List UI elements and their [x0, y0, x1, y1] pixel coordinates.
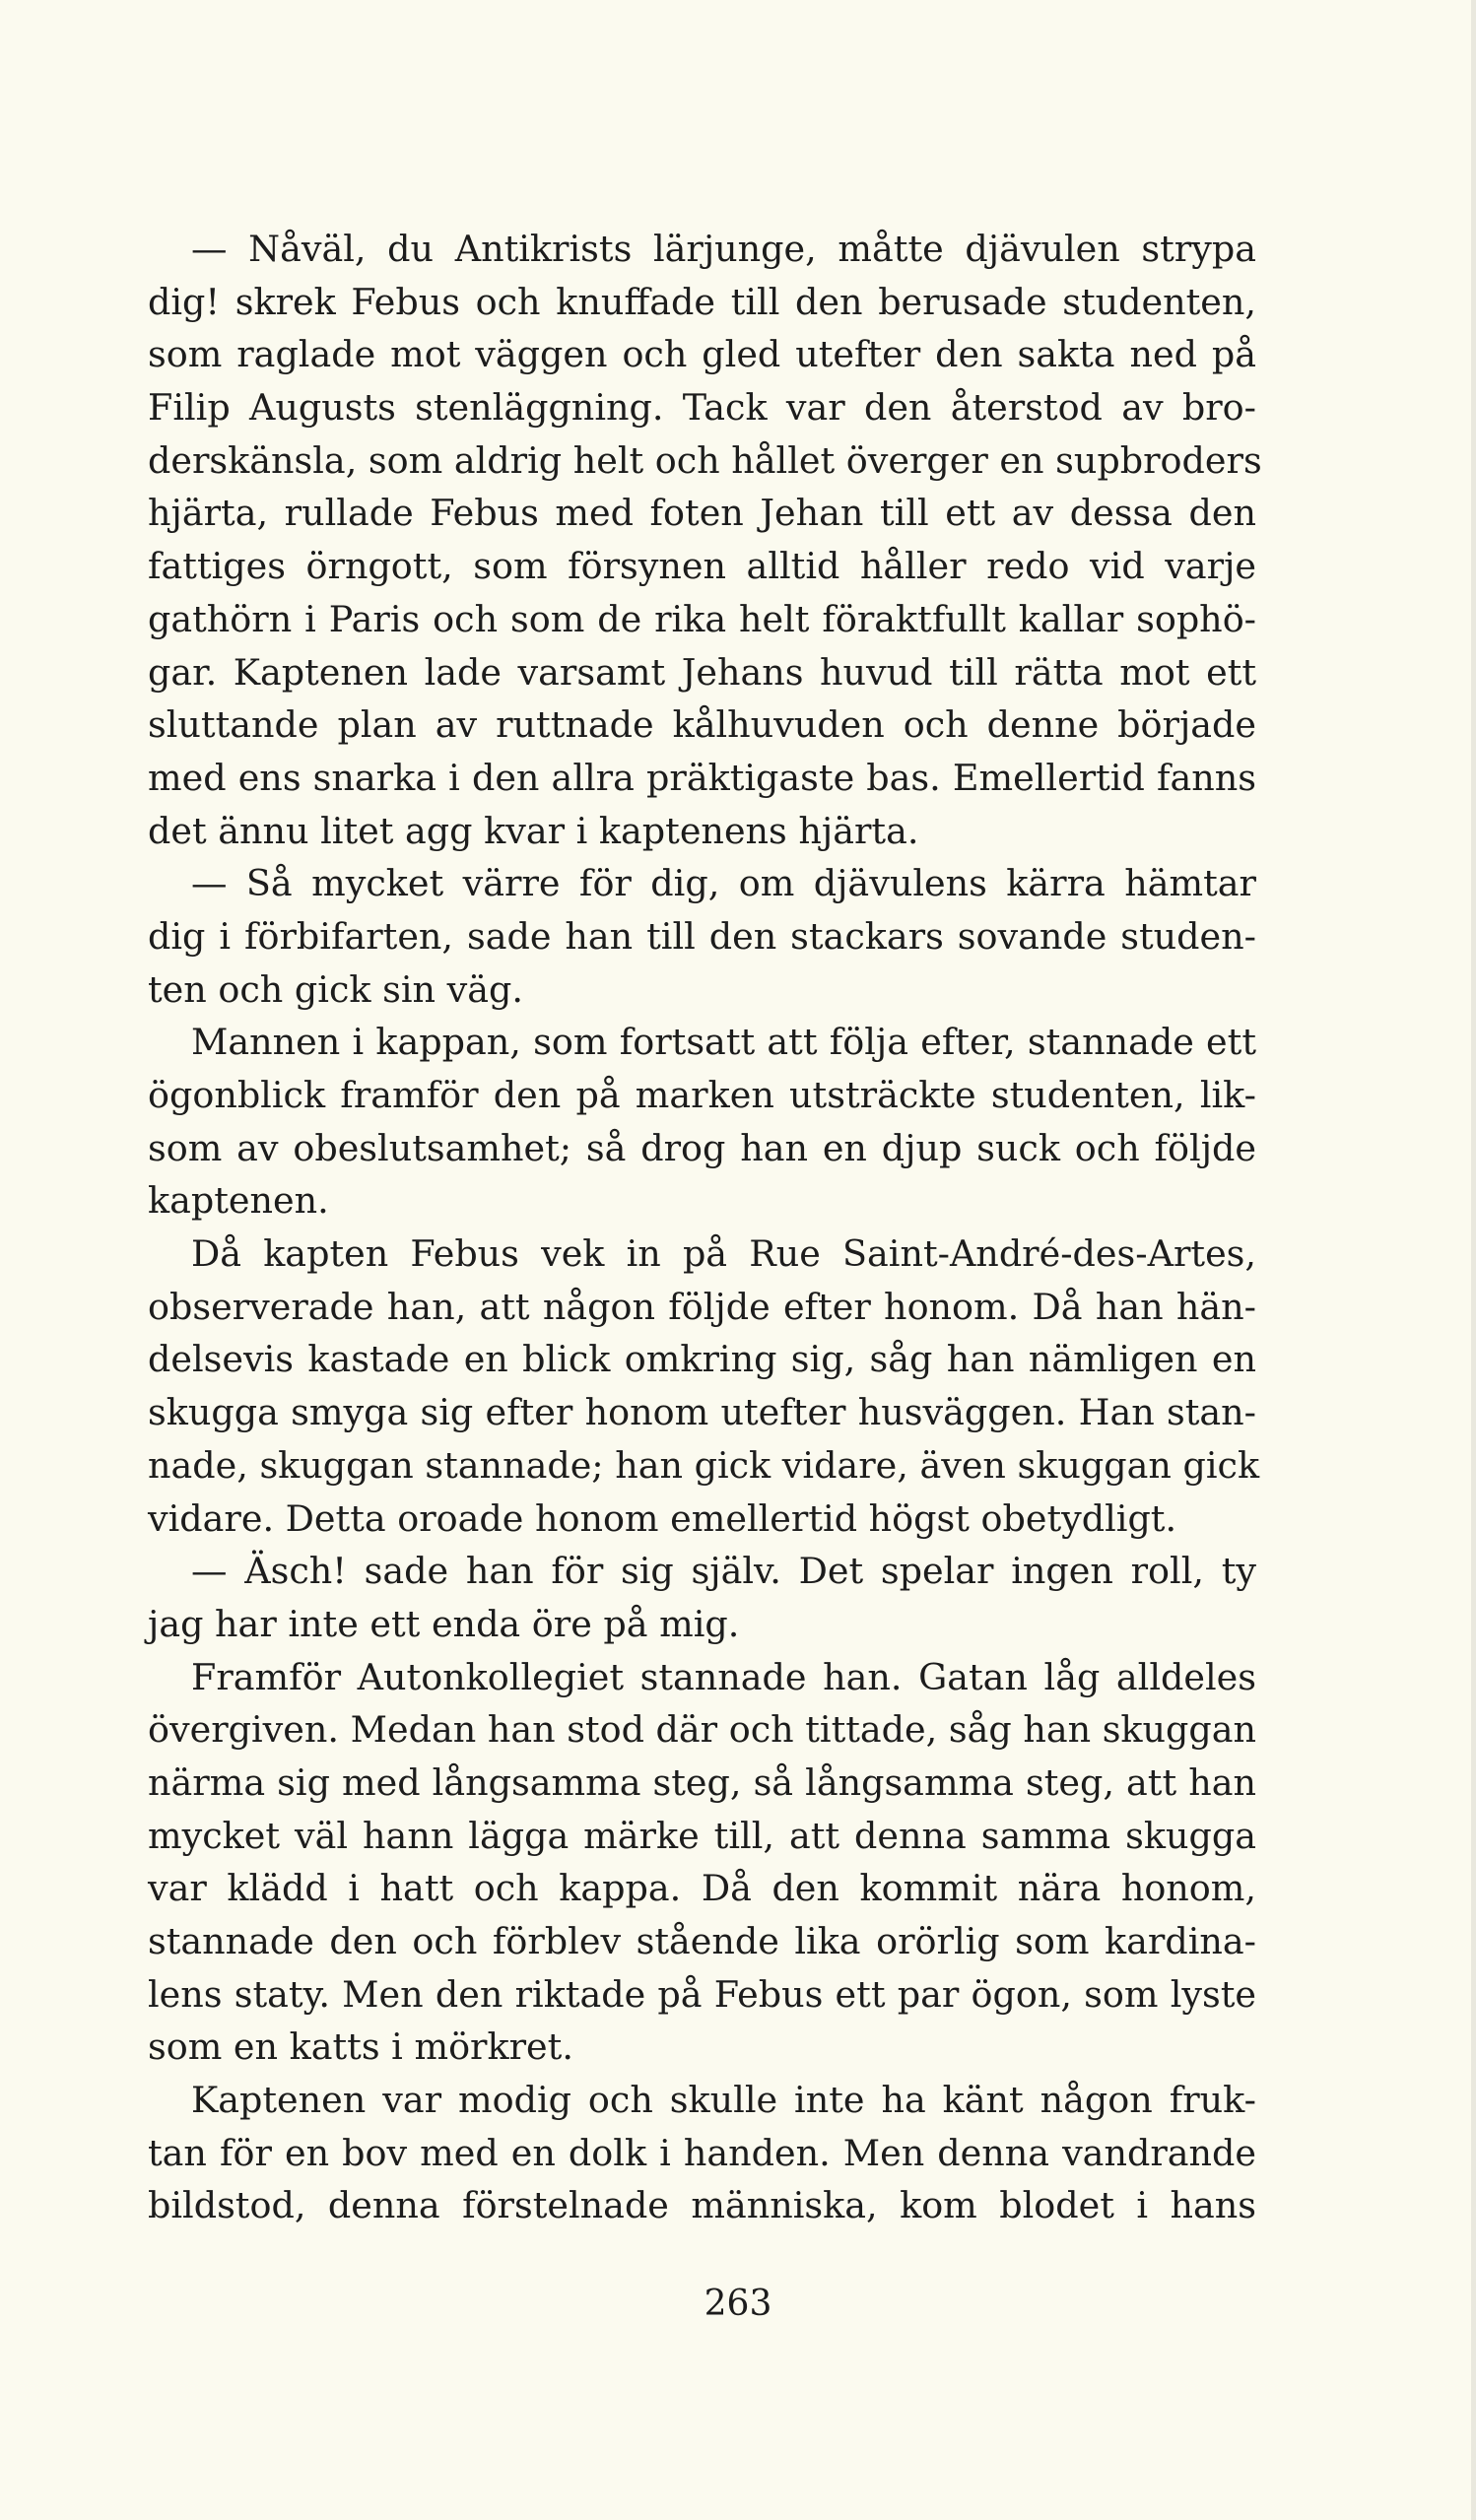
text-line: fattiges örngott, som försynen alltid håller redo vid varje: [148, 545, 1256, 588]
text-line: Filip Augusts stenläggning. Tack var den återstod av bro-: [148, 386, 1256, 430]
text-line: sluttande plan av ruttnade kålhuvuden och denne började: [148, 703, 1256, 747]
text-line: bildstod, denna förstelnade människa, kom blodet i hans: [148, 2184, 1256, 2227]
text-line: Kaptenen var modig och skulle inte ha känt någon fruk-: [191, 2079, 1256, 2122]
text-line: tan för en bov med en dolk i handen. Men denna vandrande: [148, 2131, 1256, 2174]
text-line: lens staty. Men den riktade på Febus ett par ögon, som lyste: [148, 1972, 1256, 2016]
text-line: Framför Autonkollegiet stannade han. Gatan låg alldeles: [191, 1655, 1256, 1698]
text-line: skugga smyga sig efter honom utefter husväggen. Han stan-: [148, 1391, 1256, 1434]
page-number: 263: [704, 2284, 772, 2324]
text-line: nade, skuggan stannade; han gick vidare, även skuggan gick: [148, 1443, 1260, 1487]
text-line: kaptenen.: [148, 1179, 329, 1223]
text-line: gar. Kaptenen lade varsamt Jehans huvud till rätta mot ett: [148, 650, 1256, 694]
text-line: ögonblick framför den på marken utsträckte studenten, lik-: [148, 1074, 1256, 1116]
text-line: övergiven. Medan han stod där och tittade, såg han skuggan: [148, 1708, 1257, 1752]
text-line: Mannen i kappan, som fortsatt att följa efter, stannade ett: [191, 1021, 1256, 1064]
text-line: — Nåväl, du Antikrists lärjunge, måtte djävulen strypa: [191, 228, 1256, 270]
text-line: hjärta, rullade Febus med foten Jehan till ett av dessa den: [148, 492, 1256, 535]
text-line: det ännu litet agg kvar i kaptenens hjärta.: [148, 809, 919, 852]
text-line: mycket väl hann lägga märke till, att denna samma skugga: [148, 1814, 1256, 1857]
text-line: Då kapten Febus vek in på Rue Saint-André-des-Artes,: [191, 1232, 1256, 1276]
text-line: — Så mycket värre för dig, om djävulens kärra hämtar: [191, 862, 1256, 905]
text-line: jag har inte ett enda öre på mig.: [148, 1602, 740, 1645]
text-line: närma sig med långsamma steg, så långsamma steg, att han: [148, 1760, 1256, 1804]
text-line: som en katts i mörkret.: [148, 2025, 573, 2069]
text-line: derskänsla, som aldrig helt och hållet överger en supbroders: [148, 438, 1262, 482]
text-line: som av obeslutsamhet; så drog han en djup suck och följde: [148, 1126, 1256, 1169]
text-line: var klädd i hatt och kappa. Då den kommit nära honom,: [148, 1867, 1256, 1910]
text-line: vidare. Detta oroade honom emellertid högst obetydligt.: [148, 1496, 1177, 1540]
body-text: [148, 223, 1262, 2232]
text-line: dig i förbifarten, sade han till den stackars sovande studen-: [148, 914, 1256, 958]
text-line: delsevis kastade en blick omkring sig, såg han nämligen en: [148, 1338, 1256, 1381]
text-line: ten och gick sin väg.: [148, 967, 523, 1011]
text-line: observerade han, att någon följde efter honom. Då han hän-: [148, 1285, 1256, 1328]
text-line: gathörn i Paris och som de rika helt föraktfullt kallar sophö-: [148, 597, 1256, 640]
text-line: dig! skrek Febus och knuffade till den berusade studenten,: [148, 280, 1256, 323]
text-line: stannade den och förblev stående lika orörlig som kardina-: [148, 1920, 1256, 1962]
page-edge: [1471, 0, 1476, 2520]
text-line: — Äsch! sade han för sig själv. Det spelar ingen roll, ty: [191, 1550, 1256, 1593]
text-line: som raglade mot väggen och gled utefter den sakta ned på: [148, 333, 1256, 376]
text-line: med ens snarka i den allra präktigaste bas. Emellertid fanns: [148, 756, 1256, 799]
